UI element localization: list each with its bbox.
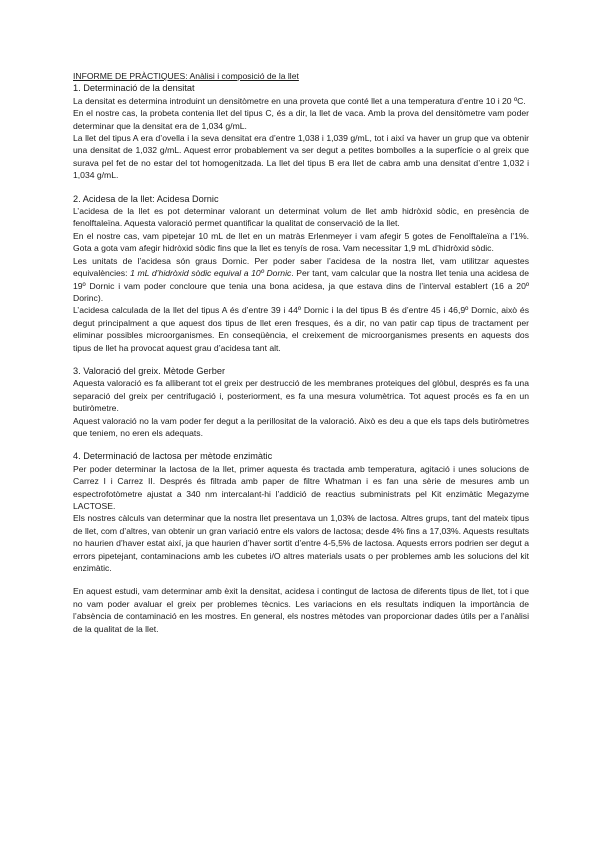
paragraph: Aquesta valoració es fa alliberant tot el greix per destrucció de les membranes proteiques del glòbul, després es fa una separació del greix per centrifugació i, posteriorment, es fa una mesura volumètrica. Tot aquest procés es fa en un butiròmetre. [73,378,529,414]
paragraph: L’acidesa calculada de la llet del tipus A és d’entre 39 i 44º Dornic i la del tipus B és d’entre 45 i 46,9º Dornic, això és degut principalment a que aquest dos tipus de llet eren fresques, és a dir, no van patir cap tipus de tractament per eliminar possibles microorganismes. En conseqüència, el creixement de microorganismes presents en aquests dos tipus de llet ha provocat aquest grau d’acidesa tant alt. [73,305,529,353]
conclusion-paragraph: En aquest estudi, vam determinar amb èxit la densitat, acidesa i contingut de lactosa de diferents tipus de llet, tot i que no vam poder avaluar el greix per problemes tècnics. Les variacions en els resultats indiquen la importància de l’absència de contaminació en les mostres. En general, els nostres mètodes van proporcionar dades útils per a l’anàlisi de la qualitat de la llet. [73,586,529,634]
paragraph-text: Les unitats de l’acidesa són graus Dornic. Per poder saber l’acidesa de la nostra llet, vam utilitzar aquestes equivalències: [73,255,529,279]
paragraph: La densitat es determina introduint un densitòmetre en una proveta que conté llet a una temperatura d’entre 10 i 20 ºC. [73,95,526,106]
paragraph: L’acidesa de la llet es pot determinar valorant un determinat volum de llet amb hidròxid sòdic, en presència de fenolftaleïna. Aquesta valoració permet quantificar la qualitat de conservació de la llet. [73,206,529,229]
section-heading: 4. Determinació de lactosa per mètode enzimàtic [73,451,273,462]
paragraph: Els nostres càlculs van determinar que la nostra llet presentava un 1,03% de lactosa. Altres grups, tant del mateix tipus de llet, com d’altres, van obtenir un gran variació entre els valors de lactosa; desde 4% fins a 17,03%. Aquests resultats no haurien d’haver estat així, ja que haurien d’haver sortit d’entre 4-5,5% de lactosa. Aquests errors podrien ser degut a errors pipetejant, contaminacions amb les cubetes i/O altres materials usats o per problemes amb les solucions del kit enzimàtic. [73,513,529,574]
paragraph: En el nostre cas, la probeta contenia llet del tipus C, és a dir, la llet de vaca. Amb la prova del densitòmetre vam poder determinar que la densitat era de 1,034 g/mL. [73,108,529,131]
document-body [73,70,529,635]
equivalence-emphasis: 1 mL d’hidròxid sòdic equival a 10º Dornic [130,268,292,279]
section-acidity [73,193,529,354]
paragraph: En el nostre cas, vam pipetejar 10 mL de llet en un matràs Erlenmeyer i vam afegir 5 gotes de Fenolftaleïna a l’1%. Gota a gota vam afegir hidròxid sòdic fins que la llet es tenyís de rosa. Vam necessitar 1,9 mL d’hidròxid sòdic. [73,230,529,254]
paragraph [73,255,529,305]
section-heading: 2. Acidesa de la llet: Acidesa Dornic [73,193,219,204]
paragraph: Per poder determinar la lactosa de la llet, primer aquesta és tractada amb temperatura, agitació i unes solucions de Carrez I i Carrez II. Després és filtrada amb paper de filtre Whatman i es fan una sèrie de mesures amb un espectrofotòmetre ajustat a 340 nm intercalant-hi l’addició de reactius subministrats pel Kit enzimàtic Megazyme LACTOSE. [73,463,529,511]
section-lactose [73,450,529,574]
paragraph: La llet del tipus A era d’ovella i la seva densitat era d’entre 1,038 i 1,039 g/mL, tot i així va haver un grup que va obtenir una densitat de 1,032 g/mL. Aquest error probablement va ser degut a petites bombolles a la superfície o al greix que surava pel fet de no estar del tot homogenitzada. La llet del tipus B era llet de cabra amb una densitat d’entre 1,032 i 1,034 g/mL. [73,133,529,181]
section-density [73,82,529,181]
section-fat [73,365,529,439]
document-title: INFORME DE PRÀCTIQUES: Anàlisi i composició de la llet [73,71,299,81]
paragraph-text: . Per tant, vam calcular que la nostra llet tenia una acidesa de 19º Dornic i vam poder concloure que tenia una bona acidesa, ja que estava dins de l’interval establert (16 a 20º Dorinc). [73,268,529,303]
paragraph: Aquest valoració no la vam poder fer degut a la perillositat de la valoració. Això es deu a que els taps dels butiròmetres que teniem, no eren els adequats. [73,415,529,438]
section-heading: 1. Determinació de la densitat [73,83,195,94]
section-heading: 3. Valoració del greix. Mètode Gerber [73,365,226,376]
